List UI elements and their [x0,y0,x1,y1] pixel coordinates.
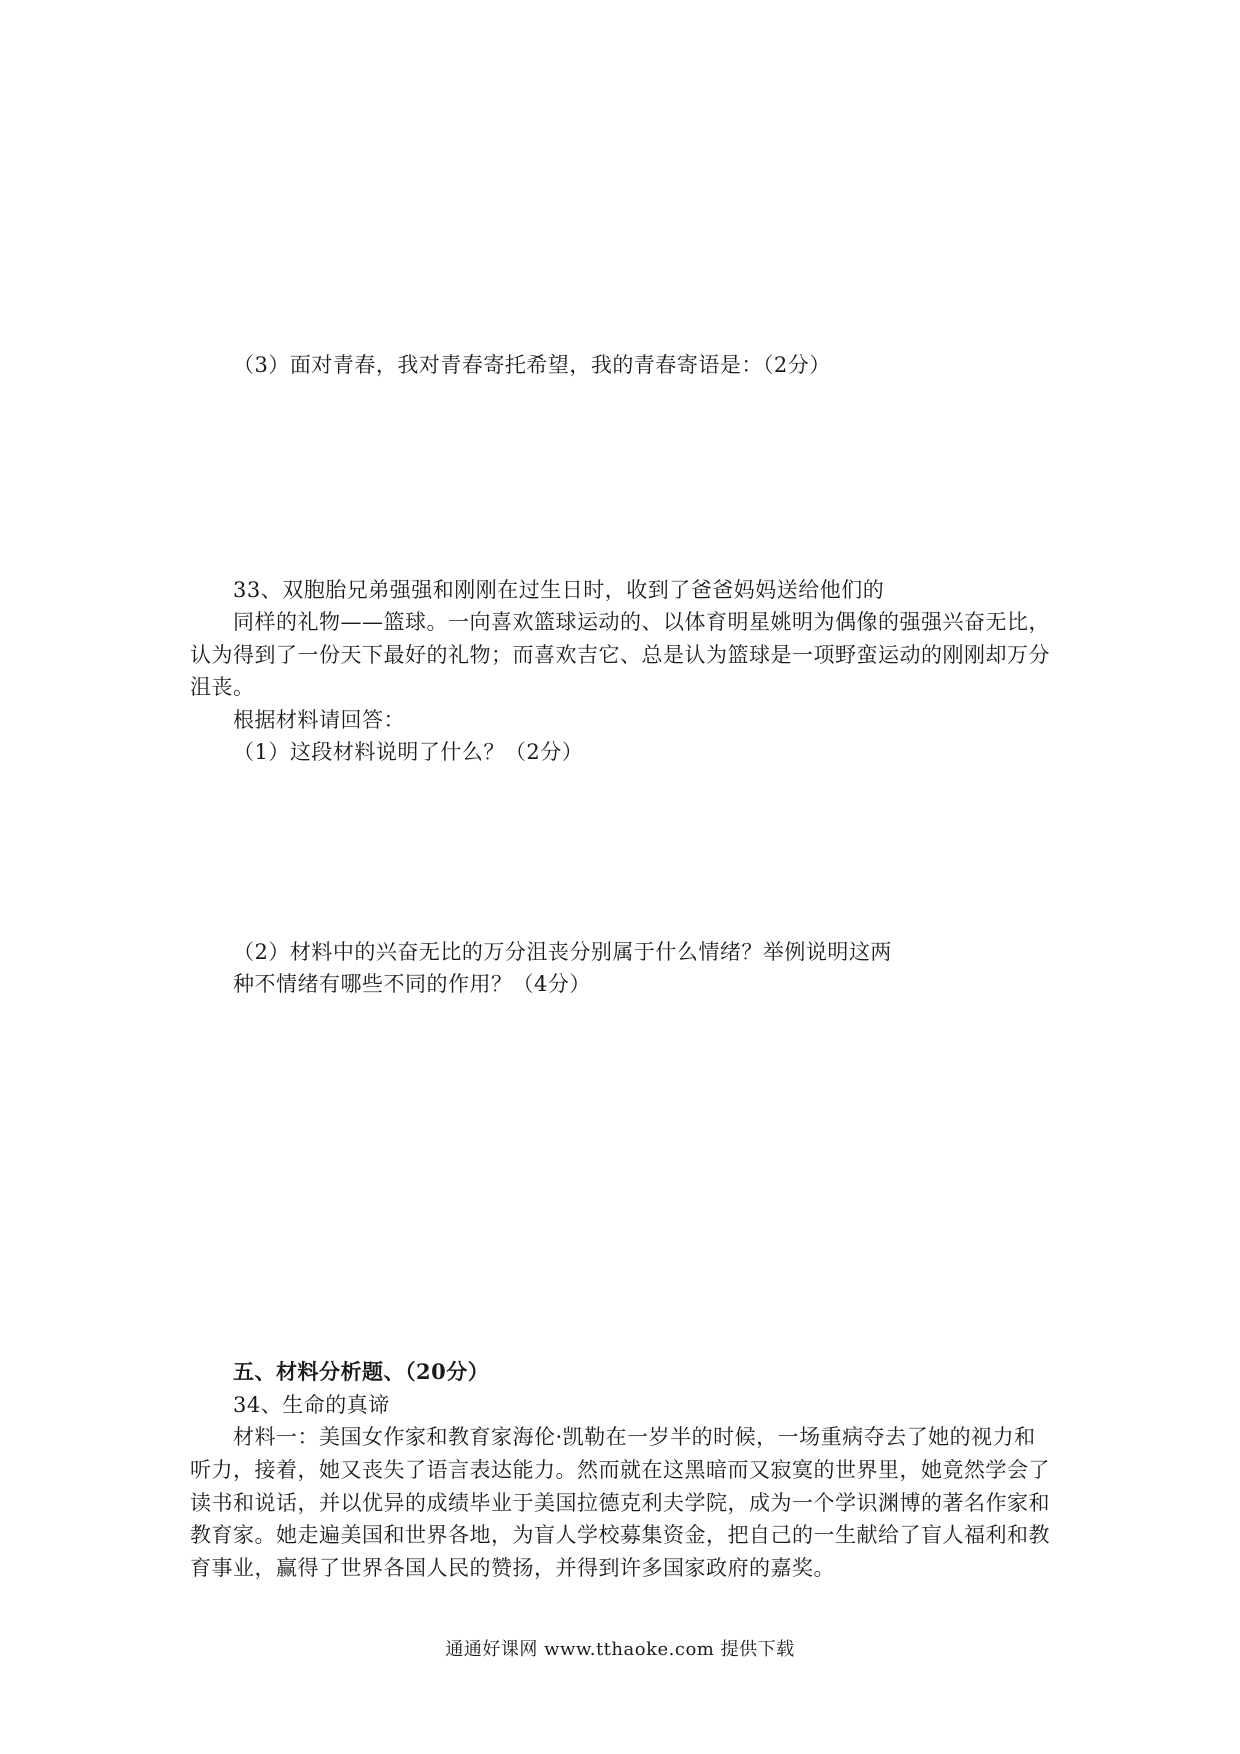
material1-line5: 育事业，赢得了世界各国人民的赞扬，并得到许多国家政府的嘉奖。 [190,1556,835,1580]
material1-line4: 教育家。她走遍美国和世界各地，为盲人学校募集资金，把自己的一生献给了盲人福利和教 [190,1523,1050,1547]
q33-sub2-line2: 种不情绪有哪些不同的作用？（4分） [233,972,591,996]
q32-part3: （3）面对青春，我对青春寄托希望，我的青春寄语是：（2分） [233,353,831,377]
q34-title: 34、生命的真谛 [233,1393,390,1417]
q33-sub2-line1: （2）材料中的兴奋无比的万分沮丧分别属于什么情绪？举例说明这两 [233,940,892,964]
q33-prompt: 根据材料请回答： [233,708,405,732]
q33-line2: 同样的礼物——篮球。一向喜欢篮球运动的、以体育明星姚明为偶像的强强兴奋无比， [233,610,1050,634]
material1-line1: 材料一：美国女作家和教育家海伦·凯勒在一岁半的时候，一场重病夺去了她的视力和 [233,1425,1036,1449]
q33-line4: 沮丧。 [190,675,255,699]
material1-line3: 读书和说话，并以优异的成绩毕业于美国拉德克利夫学院，成为一个学识渊博的著名作家和 [190,1491,1050,1515]
q33-line1: 33、双胞胎兄弟强强和刚刚在过生日时，收到了爸爸妈妈送给他们的 [233,578,885,602]
material1-line2: 听力，接着，她又丧失了语言表达能力。然而就在这黑暗而又寂寞的世界里，她竟然学会了 [190,1458,1050,1482]
q33-line3: 认为得到了一份天下最好的礼物；而喜欢吉它、总是认为篮球是一项野蛮运动的刚刚却万分 [190,643,1050,667]
q33-sub1: （1）这段材料说明了什么？（2分） [233,740,584,764]
section5-heading: 五、材料分析题、（20分） [233,1359,490,1384]
page-footer: 通通好课网 www.tthaoke.com 提供下载 [445,1639,795,1660]
